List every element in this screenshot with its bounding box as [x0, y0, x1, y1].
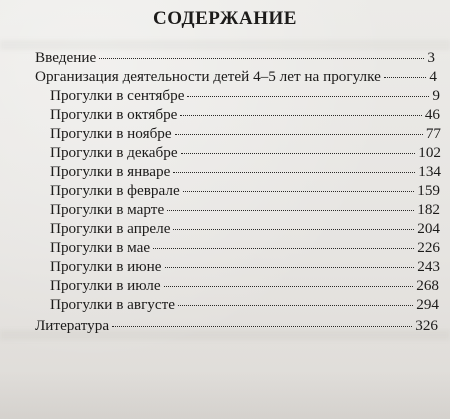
toc-entry-page: 294 [416, 296, 439, 313]
dot-leader [181, 153, 416, 154]
dot-leader [173, 172, 415, 173]
toc-entry-title: Прогулки в сентябре [50, 87, 185, 104]
toc-entry-title: Прогулки в июле [50, 277, 161, 294]
dot-leader [178, 305, 413, 306]
toc-entry-title: Прогулки в январе [50, 163, 171, 180]
toc-entry [50, 200, 440, 219]
dot-leader [183, 191, 415, 192]
dot-leader [99, 58, 424, 59]
toc-entry-page: 204 [417, 220, 440, 237]
toc-entry [50, 181, 440, 200]
toc-entry-title: Прогулки в ноябре [50, 125, 172, 142]
toc-entry [50, 162, 441, 181]
toc-entry-title: Прогулки в апреле [50, 220, 171, 237]
dot-leader [153, 248, 414, 249]
dot-leader [167, 210, 414, 211]
toc-entry-title: Прогулки в июне [50, 258, 162, 275]
dot-leader [164, 286, 414, 287]
toc-entry-page: 77 [425, 125, 441, 142]
toc-entry-page: 3 [427, 49, 435, 66]
toc-entry-title: Прогулки в мае [50, 239, 151, 256]
toc-entry-page: 4 [429, 68, 437, 85]
toc-entry [50, 219, 440, 238]
toc-entry-page: 326 [415, 317, 438, 334]
toc-entry [50, 143, 441, 162]
page-title: СОДЕРЖАНИЕ [153, 8, 297, 29]
toc-entry [35, 48, 435, 67]
dot-leader [180, 115, 421, 116]
toc-entry-title: Прогулки в декабре [50, 144, 178, 161]
toc-entry-page: 182 [417, 201, 440, 218]
toc-entry-title: Организация деятельности детей 4–5 лет на прогулке [35, 68, 381, 85]
toc-entry [50, 105, 440, 124]
toc-entry-page: 268 [416, 277, 439, 294]
toc-entry-title: Литература [35, 317, 110, 334]
toc-entry [50, 276, 439, 295]
toc-entry-title: Прогулки в октябре [50, 106, 178, 123]
dot-leader [187, 96, 429, 97]
toc-entry-page: 134 [418, 163, 441, 180]
toc-entry [50, 124, 441, 143]
page-shading [0, 370, 450, 419]
toc-entry [35, 67, 437, 86]
dot-leader [112, 326, 412, 327]
toc-entry-title: Введение [35, 49, 97, 66]
toc-entry-page: 102 [418, 144, 441, 161]
toc-entry-page: 159 [417, 182, 440, 199]
toc-entry-title: Прогулки в марте [50, 201, 165, 218]
toc-entry-title: Прогулки в феврале [50, 182, 180, 199]
dot-leader [173, 229, 414, 230]
toc-entry [50, 295, 439, 314]
toc-entry [50, 257, 440, 276]
toc-entry [35, 316, 438, 335]
toc-entry [50, 86, 440, 105]
toc-entry-page: 9 [432, 87, 440, 104]
toc-entry-page: 243 [417, 258, 440, 275]
toc-entry-title: Прогулки в августе [50, 296, 176, 313]
dot-leader [165, 267, 415, 268]
dot-leader [384, 77, 427, 78]
toc-entry-page: 46 [424, 106, 440, 123]
toc-entry [50, 238, 440, 257]
dot-leader [175, 134, 423, 135]
toc-entry-page: 226 [417, 239, 440, 256]
